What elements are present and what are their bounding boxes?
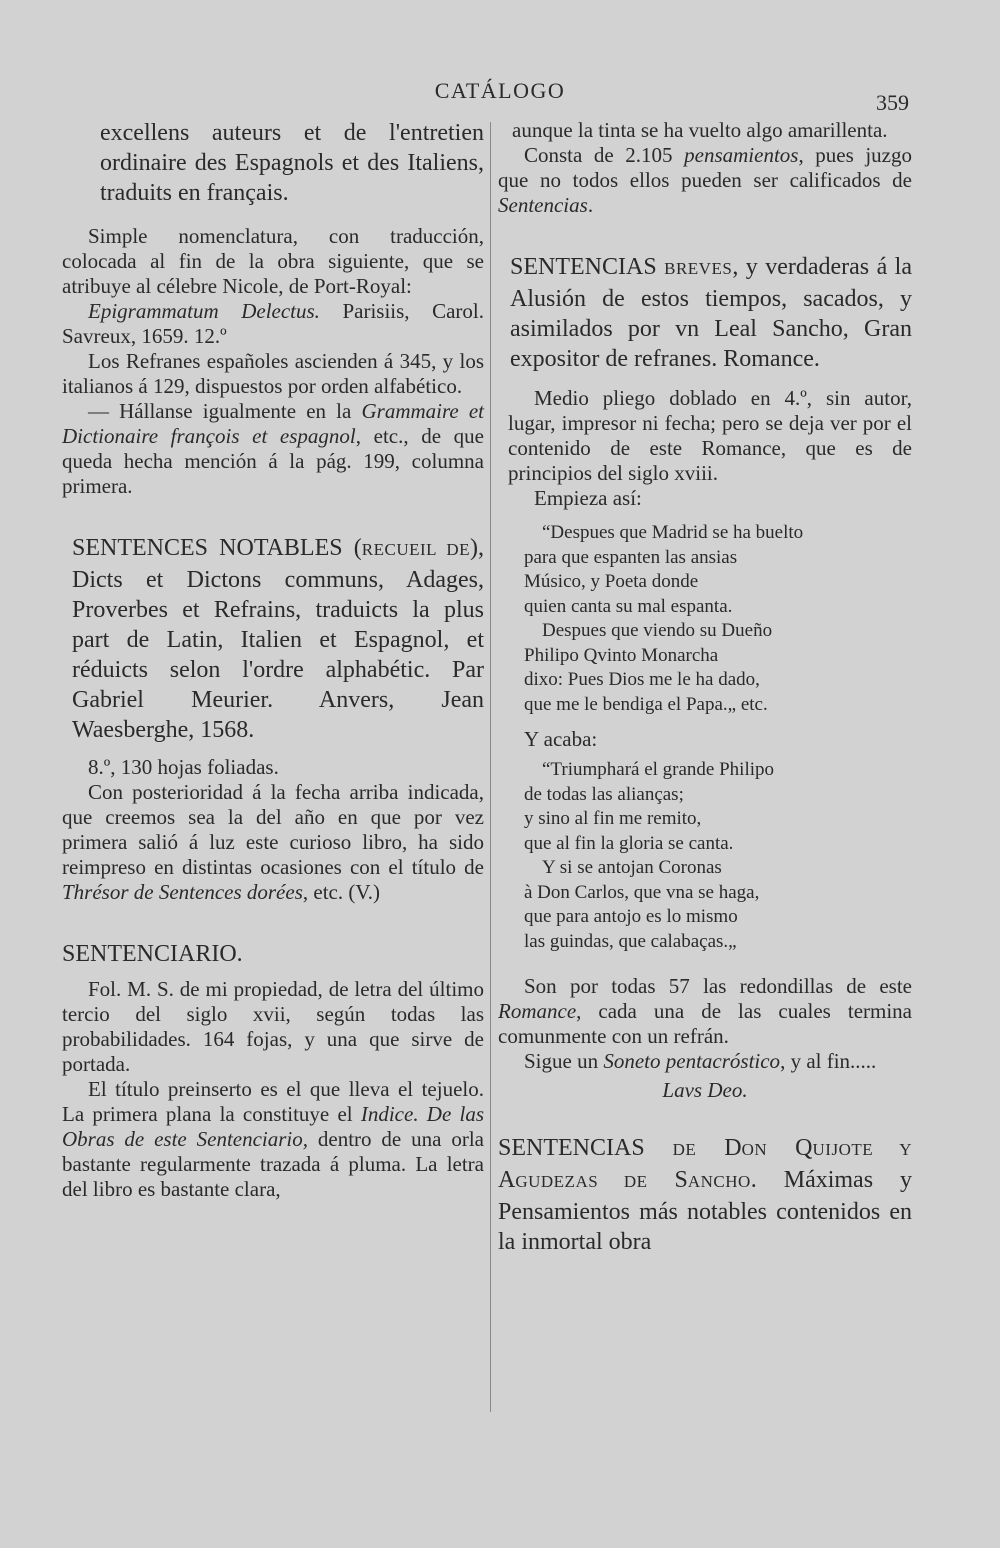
entry-description: ), Dicts et Dictons communs, Adages, Proverbes et Refrains, traduicts la plus part de Latin, Italien et Espagnol, et réduicts selon l'ordre alphabétic. Par Gabriel Meurier. Anvers, Jean Waesberghe, 1568. — [72, 535, 484, 743]
note-paragraph — [498, 143, 912, 218]
note-paragraph — [62, 780, 484, 905]
entry-initial: Q — [767, 1135, 813, 1161]
note-text: Sigue un — [524, 1049, 604, 1073]
note-paragraph — [498, 1049, 912, 1074]
note-text: , cada una de las cuales termina comunmente con un refrán. — [498, 999, 912, 1048]
catalog-entry-heading — [62, 533, 484, 745]
column-divider — [490, 122, 491, 1412]
entry-small-caps: GUDEZAS DE — [515, 1172, 648, 1191]
note-text: Consta de 2.105 — [524, 143, 685, 167]
italic-title: Grammaire et Dictionaire françois et espagnol — [62, 399, 485, 448]
verse-line: de todas las alianças; — [524, 783, 684, 805]
verse-line: y sino al fin me remito, — [524, 808, 702, 829]
note-text: Son por todas 57 las redondillas de este — [524, 974, 912, 998]
note-paragraph: Empieza así: — [534, 486, 642, 510]
note-text: , etc., de que queda hecha mención á la pág. 199, columna primera. — [62, 424, 485, 498]
note-text: , pues juzgo que no todos ellos pueden ser calificados de — [498, 143, 912, 192]
note-paragraph — [62, 1077, 484, 1202]
italic-title: Indice. De las Obras de este Sentenciario, — [62, 1102, 484, 1151]
catalog-entry-heading: SENTENCIARIO. — [62, 941, 243, 967]
entry-small-caps: BREVES — [664, 259, 733, 278]
verse-line: à Don Carlos, que vna se haga, — [524, 881, 760, 903]
note-paragraph — [62, 399, 484, 499]
note-text: El título preinserto es el que lleva el tejuelo. La primera plana la constituye el — [62, 1077, 484, 1126]
verse-line: Y si se antojan Coronas — [542, 857, 722, 878]
verse-line: dixo: Pues Dios me le ha dado, — [524, 669, 760, 690]
italic-word: pensamientos — [684, 143, 799, 167]
verse-line: que me le bendiga el Papa.„ etc. — [524, 693, 768, 715]
verse-line: Despues que viendo su Dueño — [542, 620, 773, 641]
note-text: , y al fin..... — [780, 1049, 877, 1073]
verse-line: que al fin la gloria se canta. — [524, 832, 734, 854]
entry-description: . Máximas y Pensamientos más notables contenidos en la inmortal obra — [498, 1167, 912, 1255]
note-paragraph: Medio pliego doblado en 4.º, sin autor, lugar, impresor ni fecha; pero se deja ver por el contenido de este Romance, que es de principios del siglo xviii. — [508, 386, 912, 485]
catalog-entry-heading — [498, 1133, 912, 1257]
note-paragraph: 8.º, 130 hojas foliadas. — [88, 755, 279, 779]
continued-entry-text: excellens auteurs et de l'entretien ordinaire des Espagnols et des Italiens, traduits en français. — [100, 120, 484, 206]
note-paragraph: Los Refranes españoles ascienden á 345, y los italianos á 129, dispuestos por orden alfabético. — [62, 349, 484, 398]
italic-word: Sentencias — [498, 193, 588, 217]
catalog-entry-heading — [498, 252, 912, 374]
verse-line: las guindas, que calabaças.„ — [524, 930, 737, 952]
note-paragraph: aunque la tinta se ha vuelto algo amarillenta. — [512, 118, 888, 142]
entry-small-caps: DE — [672, 1140, 697, 1159]
entry-initial: A — [498, 1167, 516, 1193]
italic-title: Soneto pentacróstico — [603, 1049, 781, 1073]
note-paragraph — [62, 299, 484, 349]
italic-title: Epigrammatum Delectus. — [88, 299, 320, 323]
entry-small-caps: ON — [741, 1140, 768, 1159]
left-column — [62, 118, 484, 1202]
verse-line: Músico, y Poeta donde — [524, 571, 699, 592]
note-paragraph: Y acaba: — [524, 727, 598, 751]
note-text: Parisiis, Carol. Savreux, 1659. 12.º — [62, 299, 484, 348]
note-text: Con posterioridad á la fecha arriba indicada, que creemos sea la del año en que por vez primera salió á luz este curioso libro, ha sido reimpreso en distintas ocasiones con el título de — [62, 780, 484, 879]
running-head: CATÁLOGO — [434, 78, 566, 103]
verse-block — [498, 758, 912, 954]
verse-line: quien canta su mal espanta. — [524, 595, 733, 617]
entry-initial: S — [647, 1167, 688, 1193]
note-text: . — [587, 193, 594, 217]
verse-line: que para antojo es lo mismo — [524, 906, 738, 927]
entry-small-caps: ANCHO — [687, 1172, 751, 1191]
entry-initial: D — [696, 1135, 742, 1161]
page-number: 359 — [876, 90, 909, 115]
verse-block — [498, 521, 912, 717]
note-text: , etc. (V.) — [302, 880, 381, 904]
entry-title: SENTENCIAS — [510, 254, 665, 280]
note-paragraph — [498, 974, 912, 1049]
entry-title: SENTENCES NOTABLES ( — [72, 535, 362, 561]
right-column — [498, 118, 912, 1257]
entry-small-caps: RECUEIL DE — [361, 540, 470, 559]
verse-line: “Despues que Madrid se ha buelto — [542, 522, 804, 543]
entry-title: SENTENCIAS — [498, 1135, 673, 1161]
note-text: — Hállanse igualmente en la — [88, 399, 362, 423]
verse-line: para que espanten las ansias — [524, 546, 738, 568]
entry-small-caps: UIJOTE Y — [812, 1140, 912, 1159]
verse-line: Philipo Qvinto Monarcha — [524, 644, 719, 666]
italic-word: Romance — [498, 999, 577, 1023]
note-paragraph: Simple nomenclatura, con traducción, colocada al fin de la obra siguiente, que se atribuye al célebre Nicole, de Port-Royal: — [62, 224, 484, 298]
entry-description: , y verdaderas á la Alusión de estos tiempos, sacados, y asimilados por vn Leal Sancho, Gran expositor de refranes. Romance. — [510, 254, 913, 372]
closing-line: Lavs Deo. — [662, 1078, 748, 1102]
note-paragraph: Fol. M. S. de mi propiedad, de letra del último tercio del siglo xvii, según todas las probabilidades. 164 fojas, y una que sirve de portada. — [62, 977, 484, 1076]
verse-line: “Triumphará el grande Philipo — [542, 759, 775, 780]
note-text: dentro de una orla bastante regularmente trazada á pluma. La letra del libro es bastante clara, — [62, 1127, 484, 1201]
italic-title: Thrésor de Sentences dorées — [62, 880, 303, 904]
